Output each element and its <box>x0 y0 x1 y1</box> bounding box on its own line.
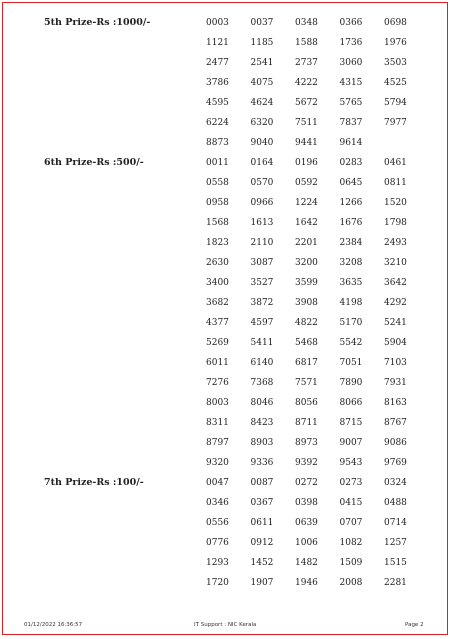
ticket-number: 8797 <box>206 438 229 448</box>
number-row <box>206 257 429 277</box>
ticket-number: 4315 <box>339 78 363 88</box>
ticket-number: 0488 <box>384 498 407 508</box>
ticket-number: 0558 <box>206 178 229 188</box>
ticket-number: 0398 <box>295 498 318 508</box>
ticket-number: 0966 <box>250 198 274 208</box>
number-row <box>206 177 429 197</box>
ticket-number: 0283 <box>339 158 363 168</box>
ticket-number: 4292 <box>384 298 407 308</box>
ticket-number: 0811 <box>384 178 407 188</box>
ticket-number: 1823 <box>206 238 229 248</box>
ticket-number: 3908 <box>295 298 318 308</box>
ticket-number: 7051 <box>339 358 363 368</box>
ticket-number: 0461 <box>384 158 407 168</box>
number-row <box>206 317 429 337</box>
ticket-number: 7890 <box>339 378 363 388</box>
ticket-number: 0645 <box>339 178 363 188</box>
ticket-number: 8903 <box>250 438 274 448</box>
ticket-number: 9614 <box>339 138 363 148</box>
ticket-number: 5542 <box>339 338 363 348</box>
footer-timestamp: 01/12/2022 16:36:57 <box>24 622 83 628</box>
number-row <box>206 277 429 297</box>
number-row <box>206 557 429 577</box>
ticket-number: 0776 <box>206 538 229 548</box>
number-row <box>206 537 429 557</box>
ticket-number: 0698 <box>384 18 407 28</box>
ticket-number: 8873 <box>206 138 229 148</box>
ticket-number: 5170 <box>339 318 363 328</box>
ticket-number: 1946 <box>295 578 318 588</box>
ticket-number: 0272 <box>295 478 318 488</box>
ticket-number: 4222 <box>295 78 318 88</box>
number-row <box>206 357 429 377</box>
ticket-number: 7511 <box>295 118 318 128</box>
ticket-number: 4595 <box>206 98 229 108</box>
ticket-number: 0346 <box>206 498 229 508</box>
ticket-number: 0324 <box>384 478 407 488</box>
ticket-number <box>384 137 429 157</box>
ticket-number: 1515 <box>384 558 407 568</box>
number-row <box>206 57 429 77</box>
ticket-number: 1976 <box>384 38 407 48</box>
ticket-number: 0003 <box>206 18 229 28</box>
ticket-number: 1907 <box>250 578 274 588</box>
ticket-number: 0415 <box>339 498 363 508</box>
ticket-number: 0047 <box>206 478 229 488</box>
ticket-number: 0011 <box>206 158 229 168</box>
ticket-number: 3682 <box>206 298 229 308</box>
ticket-number: 3210 <box>384 258 407 268</box>
ticket-number: 3635 <box>339 278 363 288</box>
ticket-number: 3400 <box>206 278 229 288</box>
ticket-number: 9040 <box>250 138 274 148</box>
ticket-number: 0958 <box>206 198 229 208</box>
ticket-number: 1185 <box>250 38 274 48</box>
ticket-number: 7571 <box>295 378 318 388</box>
ticket-number: 0556 <box>206 518 229 528</box>
ticket-number: 4198 <box>339 298 363 308</box>
ticket-number: 3060 <box>339 58 363 68</box>
ticket-number: 2110 <box>250 238 274 248</box>
ticket-number: 7103 <box>384 358 407 368</box>
number-row <box>206 137 429 157</box>
ticket-number: 5765 <box>339 98 363 108</box>
ticket-number: 2384 <box>339 238 363 248</box>
ticket-number: 8311 <box>206 418 229 428</box>
ticket-number: 5269 <box>206 338 229 348</box>
ticket-number: 6224 <box>206 118 229 128</box>
ticket-number: 8046 <box>250 398 274 408</box>
ticket-number: 5411 <box>250 338 274 348</box>
ticket-number: 0707 <box>339 518 363 528</box>
ticket-number: 5672 <box>295 98 318 108</box>
ticket-number: 0592 <box>295 178 318 188</box>
ticket-number: 1257 <box>384 538 407 548</box>
ticket-number: 1613 <box>250 218 274 228</box>
ticket-number: 0087 <box>250 478 274 488</box>
ticket-number: 8423 <box>250 418 274 428</box>
number-row <box>206 517 429 537</box>
ticket-number: 0273 <box>339 478 363 488</box>
ticket-number: 2737 <box>295 58 318 68</box>
ticket-number: 2541 <box>250 58 274 68</box>
ticket-number: 0196 <box>295 158 318 168</box>
ticket-number: 1568 <box>206 218 229 228</box>
number-row <box>206 157 429 177</box>
prize-title: 7th Prize-Rs :100/- <box>44 477 144 488</box>
number-row <box>206 37 429 57</box>
ticket-number: 3599 <box>295 278 318 288</box>
ticket-number: 6140 <box>250 358 274 368</box>
ticket-number: 1082 <box>339 538 363 548</box>
ticket-number: 1266 <box>339 198 363 208</box>
ticket-number: 3503 <box>384 58 407 68</box>
ticket-number: 7931 <box>384 378 407 388</box>
ticket-number: 7368 <box>250 378 274 388</box>
ticket-number: 1224 <box>295 198 318 208</box>
ticket-number: 9543 <box>339 458 363 468</box>
number-row <box>206 577 429 597</box>
ticket-number: 7977 <box>384 118 407 128</box>
number-row <box>206 117 429 137</box>
ticket-number: 1520 <box>384 198 407 208</box>
ticket-number: 0611 <box>250 518 274 528</box>
number-row <box>206 417 429 437</box>
ticket-number: 2477 <box>206 58 229 68</box>
ticket-number: 4525 <box>384 78 407 88</box>
ticket-number: 3200 <box>295 258 318 268</box>
number-row <box>206 17 429 37</box>
ticket-number: 3642 <box>384 278 407 288</box>
ticket-number: 9007 <box>339 438 363 448</box>
ticket-number: 2201 <box>295 238 318 248</box>
ticket-number: 6011 <box>206 358 229 368</box>
ticket-number: 0639 <box>295 518 318 528</box>
ticket-number: 3872 <box>250 298 274 308</box>
ticket-number: 1509 <box>339 558 363 568</box>
ticket-number: 5794 <box>384 98 407 108</box>
ticket-number: 9441 <box>295 138 318 148</box>
ticket-number: 5904 <box>384 338 407 348</box>
ticket-number: 5241 <box>384 318 407 328</box>
ticket-number: 2630 <box>206 258 229 268</box>
number-row <box>206 337 429 357</box>
ticket-number: 6320 <box>250 118 274 128</box>
ticket-number: 0348 <box>295 18 318 28</box>
ticket-number: 0714 <box>384 518 407 528</box>
number-row <box>206 297 429 317</box>
ticket-number: 8973 <box>295 438 318 448</box>
prize-title: 6th Prize-Rs :500/- <box>44 157 144 168</box>
ticket-number: 2008 <box>339 578 363 588</box>
ticket-number: 5468 <box>295 338 318 348</box>
ticket-number: 4377 <box>206 318 229 328</box>
ticket-number: 7276 <box>206 378 229 388</box>
prize-title: 5th Prize-Rs :1000/- <box>44 17 151 28</box>
ticket-number: 8711 <box>295 418 318 428</box>
ticket-number: 4075 <box>250 78 274 88</box>
number-row <box>206 77 429 97</box>
ticket-number: 1720 <box>206 578 229 588</box>
ticket-number: 4597 <box>250 318 274 328</box>
footer-page-number: Page 2 <box>405 622 424 628</box>
ticket-number: 3527 <box>250 278 274 288</box>
number-row <box>206 97 429 117</box>
ticket-number: 2281 <box>384 578 407 588</box>
number-row <box>206 377 429 397</box>
ticket-number: 9320 <box>206 458 229 468</box>
ticket-number: 8715 <box>339 418 363 428</box>
ticket-number: 9086 <box>384 438 407 448</box>
ticket-number: 0570 <box>250 178 274 188</box>
footer-support: IT Support : NIC Kerala <box>194 622 257 628</box>
ticket-number: 2493 <box>384 238 407 248</box>
ticket-number: 1676 <box>339 218 363 228</box>
ticket-number: 9392 <box>295 458 318 468</box>
number-row <box>206 397 429 417</box>
ticket-number: 8056 <box>295 398 318 408</box>
ticket-number: 3208 <box>339 258 363 268</box>
ticket-number: 8163 <box>384 398 407 408</box>
ticket-number: 1452 <box>250 558 274 568</box>
ticket-number: 1588 <box>295 38 318 48</box>
ticket-number: 9769 <box>384 458 407 468</box>
number-row <box>206 477 429 497</box>
ticket-number: 7837 <box>339 118 363 128</box>
ticket-number: 0912 <box>250 538 274 548</box>
ticket-number: 1642 <box>295 218 318 228</box>
ticket-number: 0367 <box>250 498 274 508</box>
ticket-number: 6817 <box>295 358 318 368</box>
ticket-number: 9336 <box>250 458 274 468</box>
ticket-number: 3786 <box>206 78 229 88</box>
number-row <box>206 457 429 477</box>
number-row <box>206 437 429 457</box>
ticket-number: 4822 <box>295 318 318 328</box>
ticket-number: 8003 <box>206 398 229 408</box>
ticket-number: 1736 <box>339 38 363 48</box>
ticket-number: 0164 <box>250 158 274 168</box>
ticket-number: 8066 <box>339 398 363 408</box>
ticket-number: 3087 <box>250 258 274 268</box>
ticket-number: 1293 <box>206 558 229 568</box>
ticket-number: 1121 <box>206 38 229 48</box>
number-row <box>206 197 429 217</box>
ticket-number: 8767 <box>384 418 407 428</box>
ticket-number: 1006 <box>295 538 318 548</box>
number-row <box>206 237 429 257</box>
ticket-number: 0037 <box>250 18 274 28</box>
ticket-number: 1482 <box>295 558 318 568</box>
ticket-number: 0366 <box>339 18 363 28</box>
number-row <box>206 217 429 237</box>
number-row <box>206 497 429 517</box>
ticket-number: 1798 <box>384 218 407 228</box>
ticket-number: 4624 <box>250 98 274 108</box>
